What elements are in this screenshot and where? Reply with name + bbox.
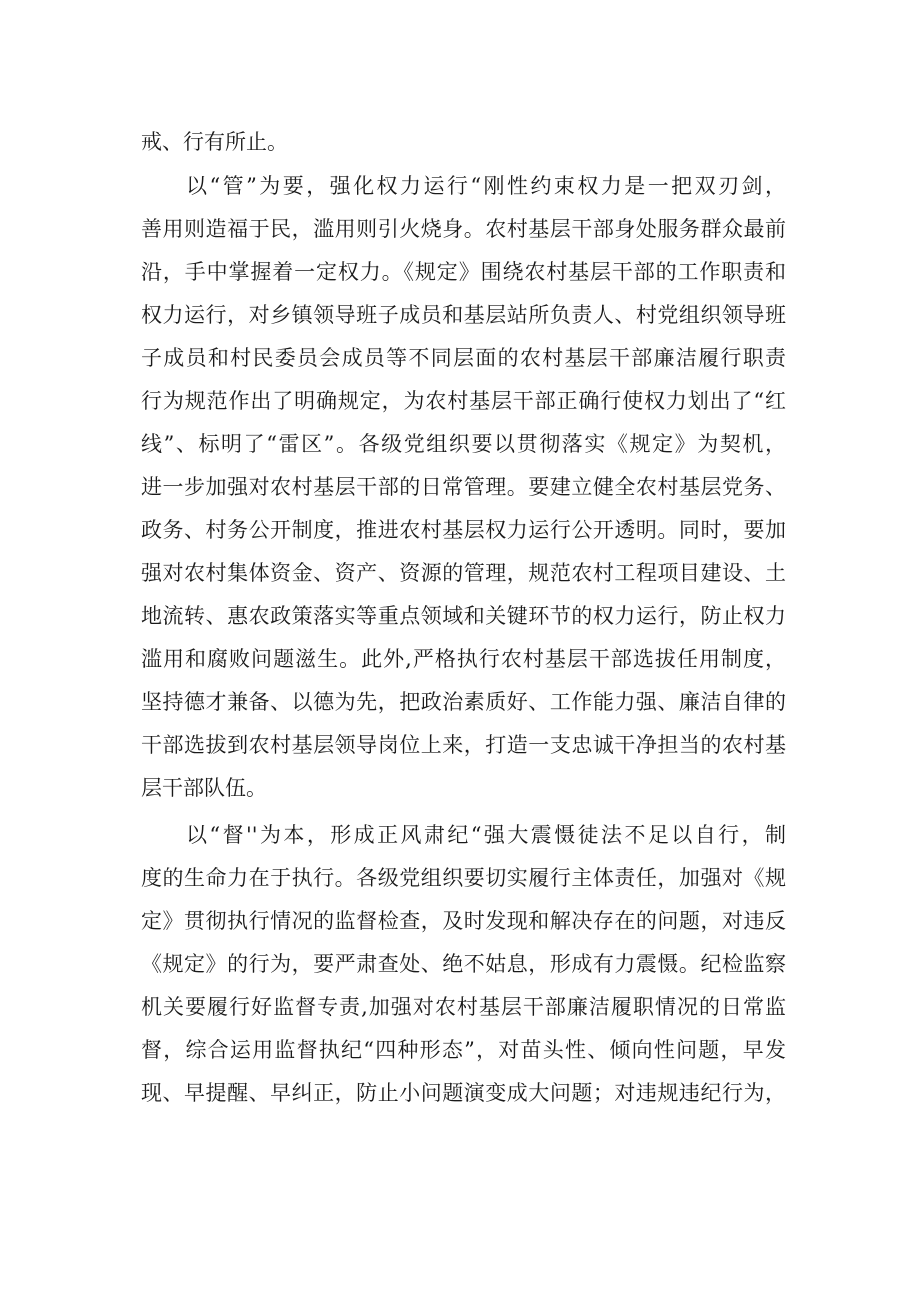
text-line: 度的生命力在于执行。各级党组织要切实履行主体责任，加强对《规 bbox=[141, 866, 786, 890]
text-line: 滥用和腐败问题滋生。此外,严格执行农村基层干部选拔任用制度， bbox=[141, 647, 786, 671]
text-line: 干部选拔到农村基层领导岗位上来，打造一支忠诚干净担当的农村基 bbox=[141, 733, 786, 757]
text-line: 进一步加强对农村基层干部的日常管理。要建立健全农村基层党务、 bbox=[141, 475, 786, 499]
text-line: 线”、标明了“雷区”。各级党组织要以贯彻落实《规定》为契机， bbox=[141, 432, 786, 456]
text-line: 权力运行，对乡镇领导班子成员和基层站所负责人、村党组织领导班 bbox=[141, 303, 786, 327]
text-line: 强对农村集体资金、资产、资源的管理，规范农村工程项目建设、土 bbox=[141, 561, 786, 585]
text-line: 戒、行有所止。 bbox=[141, 130, 288, 154]
text-line: 政务、村务公开制度，推进农村基层权力运行公开透明。同时，要加 bbox=[141, 518, 786, 542]
text-line: 《规定》的行为，要严肃查处、绝不姑息，形成有力震慑。纪检监察 bbox=[141, 952, 786, 976]
text-line: 坚持德才兼备、以德为先，把政治素质好、工作能力强、廉洁自律的 bbox=[141, 690, 786, 714]
text-line: 地流转、惠农政策落实等重点领域和关键环节的权力运行，防止权力 bbox=[141, 604, 786, 628]
text-line: 善用则造福于民，滥用则引火烧身。农村基层干部身处服务群众最前 bbox=[141, 217, 786, 241]
text-line: 现、早提醒、早纠正，防止小问题演变成大问题；对违规违纪行为， bbox=[141, 1081, 786, 1105]
text-line: 行为规范作出了明确规定，为农村基层干部正确行使权力划出了“红 bbox=[141, 389, 786, 413]
paragraph-first-line: 以“督''为本，形成正风肃纪“强大震慑徒法不足以自行，制 bbox=[186, 823, 786, 847]
text-line: 督，综合运用监督执纪“四种形态”，对苗头性、倾向性问题，早发 bbox=[141, 1038, 786, 1062]
paragraph-first-line: 以“管”为要，强化权力运行“刚性约束权力是一把双刃剑， bbox=[186, 174, 786, 198]
text-line: 层干部队伍。 bbox=[141, 776, 267, 800]
text-line: 定》贯彻执行情况的监督检查，及时发现和解决存在的问题，对违反 bbox=[141, 909, 786, 933]
text-line: 机关要履行好监督专责,加强对农村基层干部廉洁履职情况的日常监 bbox=[141, 995, 786, 1019]
text-line: 沿，手中掌握着一定权力。《规定》围绕农村基层干部的工作职责和 bbox=[141, 260, 786, 284]
text-line: 子成员和村民委员会成员等不同层面的农村基层干部廉洁履行职责 bbox=[141, 346, 786, 370]
